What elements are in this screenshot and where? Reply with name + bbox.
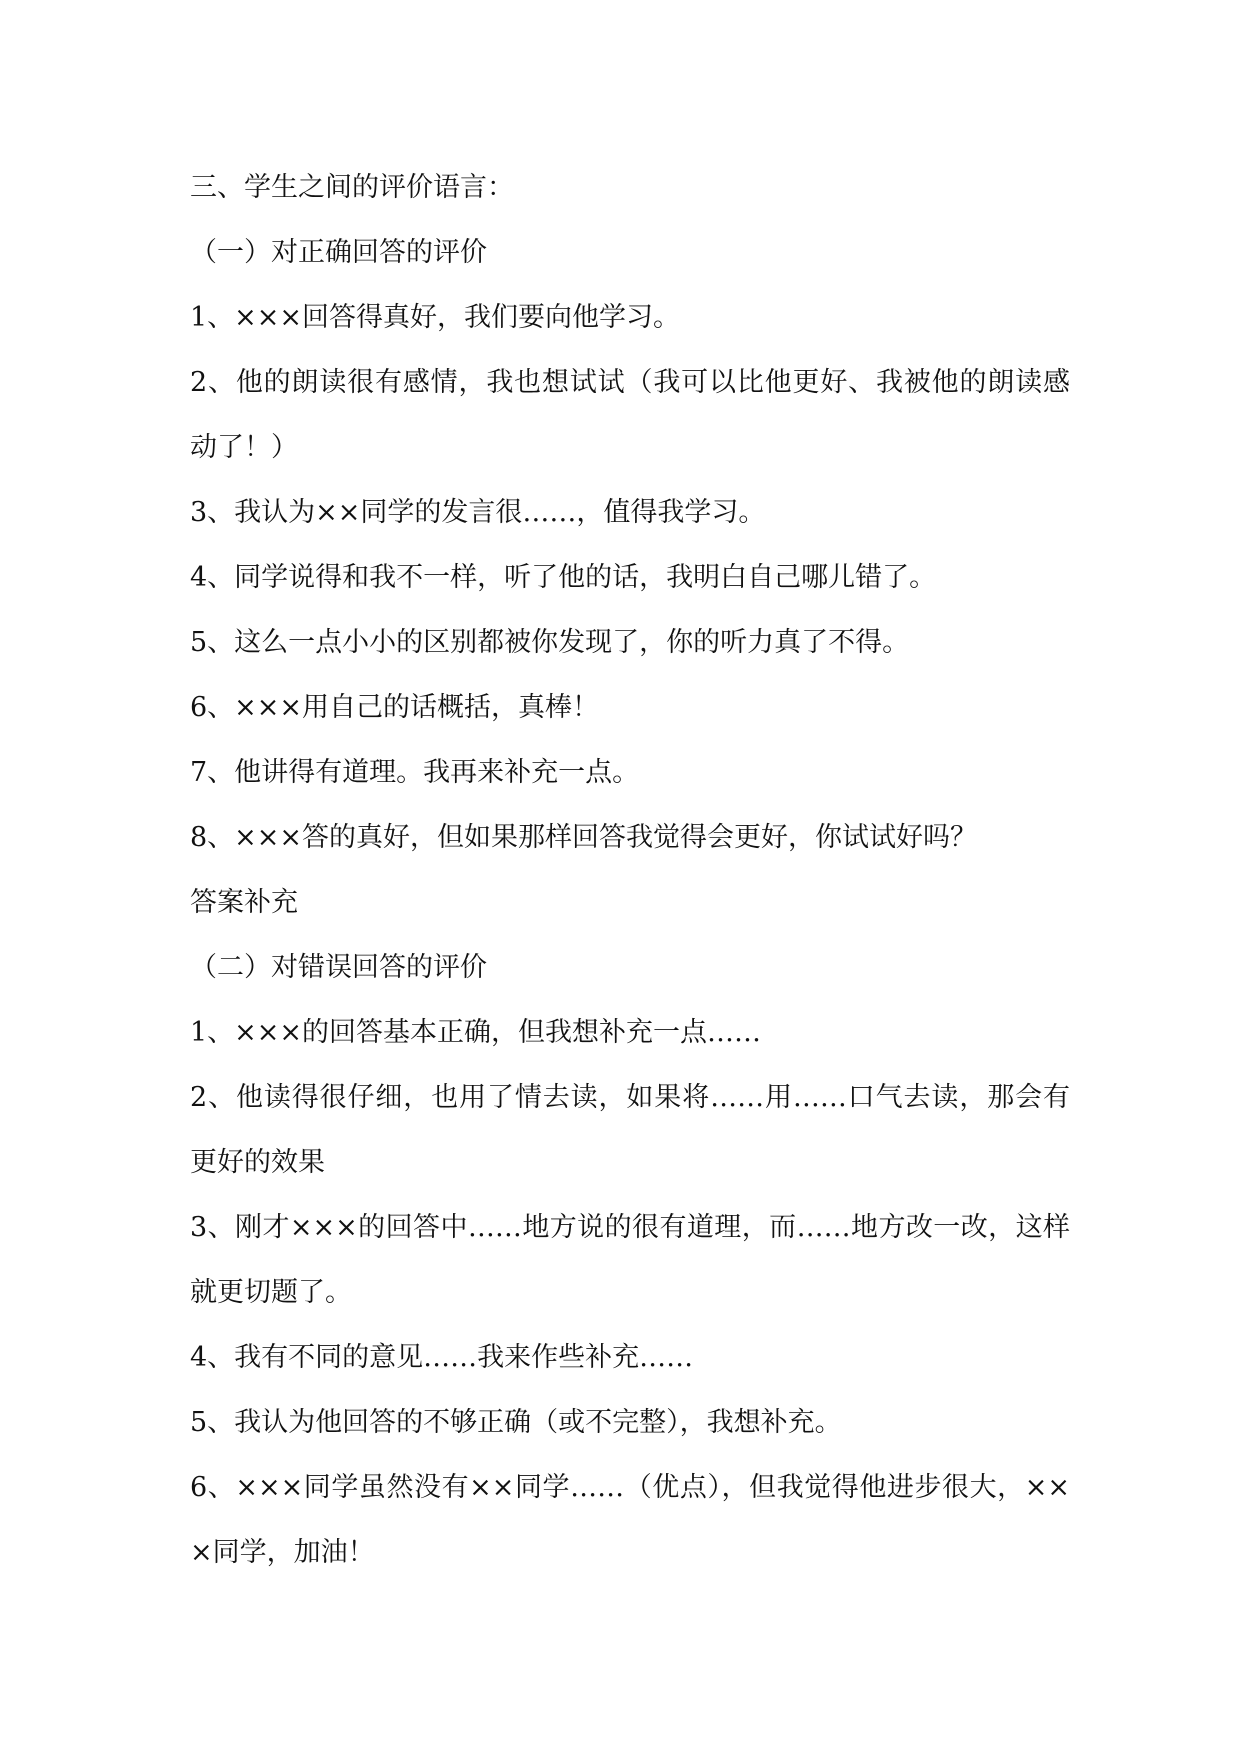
- list-item: 6、×××用自己的话概括，真棒！: [190, 692, 600, 723]
- list-item: 4、我有不同的意见……我来作些补充……: [190, 1342, 694, 1373]
- document-body: [190, 155, 1070, 1585]
- list-item: 7、他讲得有道理。我再来补充一点。: [190, 757, 640, 788]
- list-item: 4、同学说得和我不一样，听了他的话，我明白自己哪儿错了。: [190, 562, 937, 593]
- list-item: 5、我认为他回答的不够正确（或不完整），我想补充。: [190, 1407, 842, 1438]
- subsection-heading-incorrect: （二）对错误回答的评价: [190, 952, 487, 983]
- list-item: 3、刚才×××的回答中……地方说的很有道理，而……地方改一改，这样就更切题了。: [190, 1212, 1070, 1308]
- note-text: 答案补充: [190, 887, 298, 918]
- subsection-heading-correct: （一）对正确回答的评价: [190, 237, 487, 268]
- list-item: 6、×××同学虽然没有××同学……（优点），但我觉得他进步很大，×××同学，加油！: [190, 1472, 1070, 1568]
- list-item: 5、这么一点小小的区别都被你发现了，你的听力真了不得。: [190, 627, 910, 658]
- list-item: 3、我认为××同学的发言很……，值得我学习。: [190, 497, 766, 528]
- list-item: 8、×××答的真好，但如果那样回答我觉得会更好，你试试好吗？: [190, 822, 978, 853]
- list-item: 1、×××回答得真好，我们要向他学习。: [190, 302, 681, 333]
- list-item: 1、×××的回答基本正确，但我想补充一点……: [190, 1017, 762, 1048]
- list-item: 2、他的朗读很有感情，我也想试试（我可以比他更好、我被他的朗读感动了！）: [190, 367, 1070, 463]
- section-heading: 三、学生之间的评价语言：: [190, 172, 514, 203]
- list-item: 2、他读得很仔细，也用了情去读，如果将……用……口气去读，那会有更好的效果: [190, 1082, 1070, 1178]
